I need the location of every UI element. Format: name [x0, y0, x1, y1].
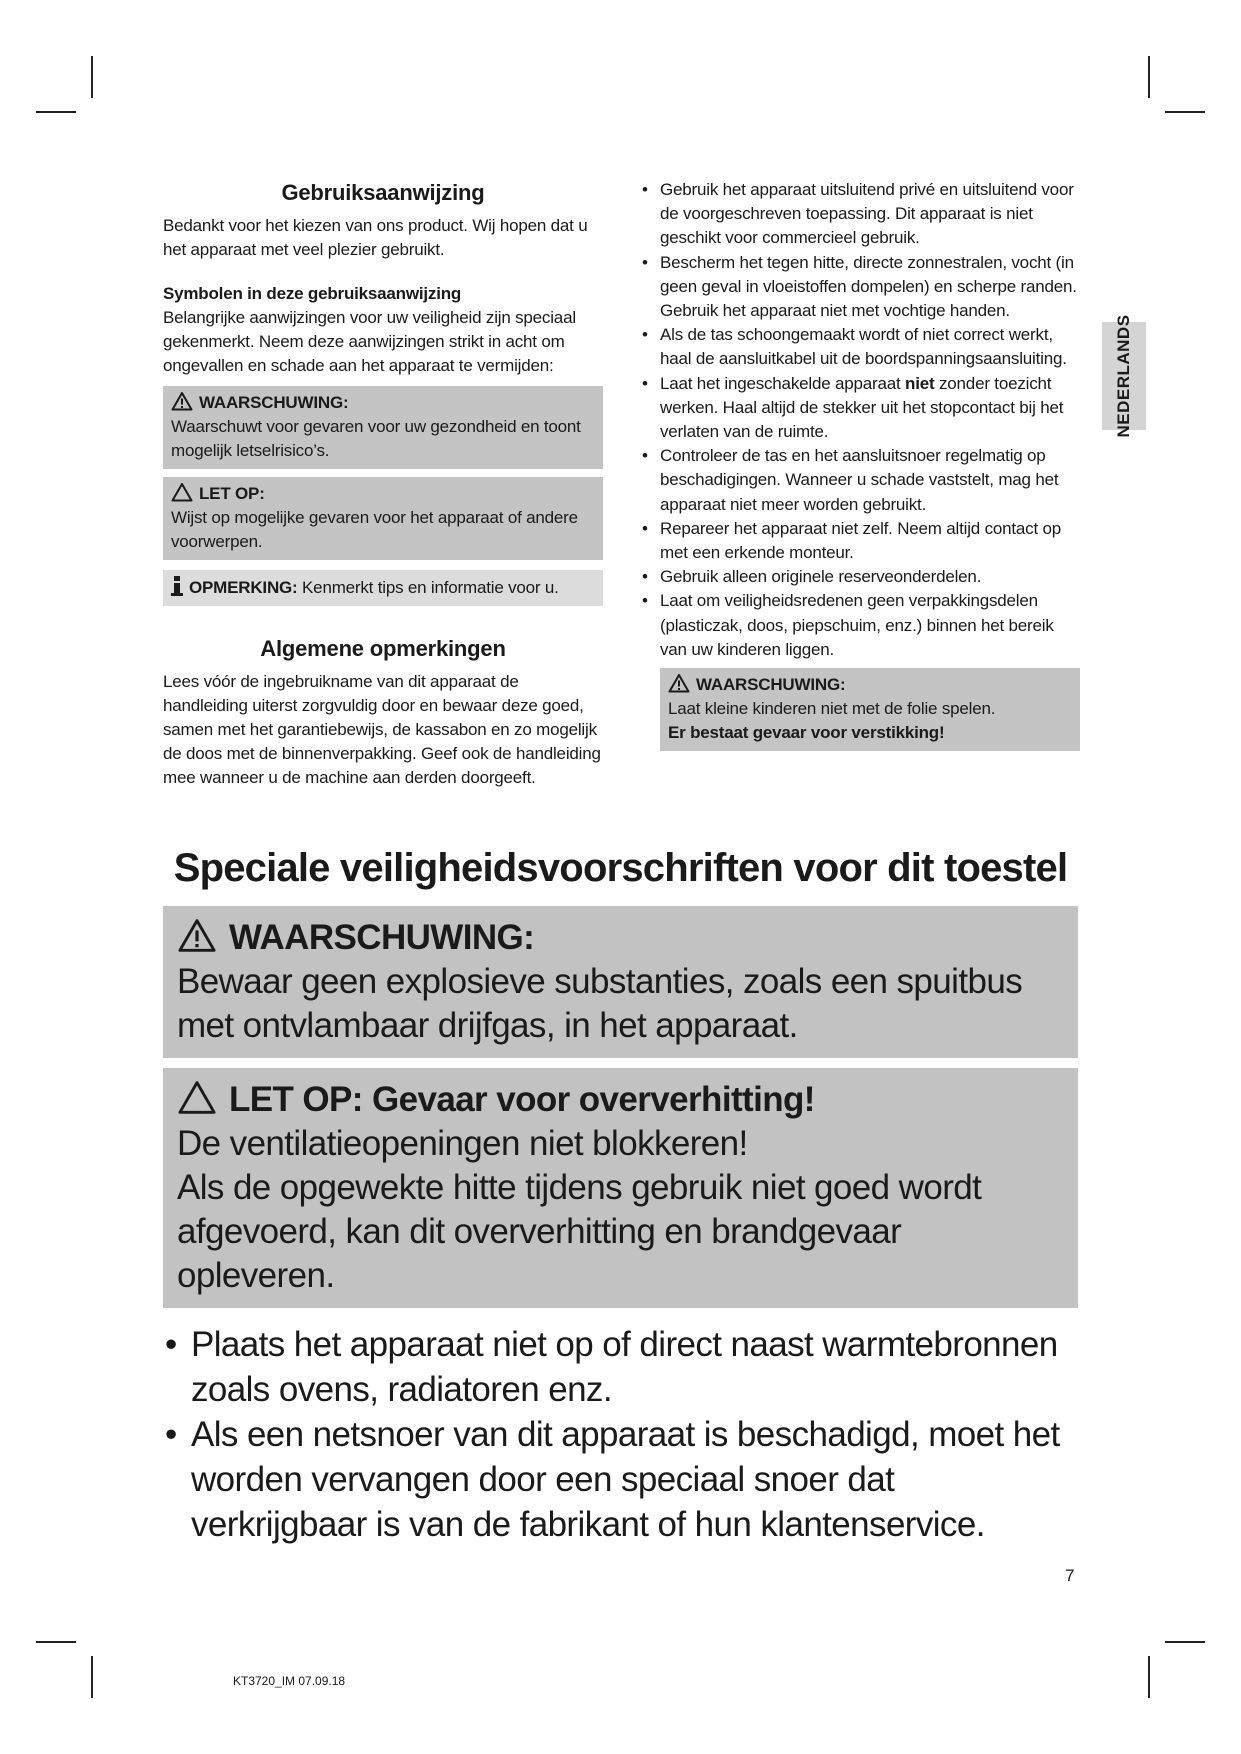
left-column: [163, 178, 603, 790]
caution-triangle-icon: [177, 1079, 217, 1115]
caution-label: LET OP:: [199, 484, 265, 503]
safety-list: [640, 178, 1080, 662]
crop-mark: [91, 1656, 93, 1698]
crop-mark: [1165, 111, 1205, 113]
list-item: • Bescherm het tegen hitte, directe zonnestralen, vocht (in geen geval in vloeistoffen dompelen) en scherpe randen. Gebruik het apparaat niet met vochtige handen.: [640, 251, 1080, 324]
list-item: • Laat om veiligheidsredenen geen verpakkingsdelen (plasticzak, doos, piepschuim, enz.) binnen het bereik van uw kinderen liggen.: [640, 589, 1080, 662]
warning-box: [163, 386, 603, 469]
crop-mark: [91, 56, 93, 98]
special-list: [163, 1322, 1078, 1547]
list-item-emphasis: niet: [905, 373, 935, 393]
list-item: • Gebruik het apparaat uitsluitend privé en uitsluitend voor de voorgeschreven toepassing. Dit apparaat is niet geschikt voor commercieel gebruik.: [640, 178, 1080, 251]
caution-label: LET OP: Gevaar voor oververhitting!: [229, 1080, 815, 1119]
warning-triangle-icon: [177, 917, 217, 953]
caution-line-1: De ventilatieopeningen niet blokkeren!: [177, 1124, 748, 1163]
language-label: NEDERLANDS: [1114, 314, 1133, 438]
caution-triangle-icon: [171, 482, 193, 502]
manual-title: Gebruiksaanwijzing: [281, 180, 485, 205]
note-box: [163, 570, 603, 606]
list-item-text: Laat het ingeschakelde apparaat: [660, 373, 901, 393]
warning-text: Waarschuwt voor gevaren voor uw gezondheid en toont mogelijk letselrisico’s.: [171, 417, 581, 460]
warning-text: Bewaar geen explosieve substanties, zoals een spuitbus met ontvlambaar drijfgas, in het apparaat.: [177, 962, 1023, 1045]
crop-mark: [1148, 1656, 1150, 1698]
crop-mark: [36, 111, 76, 113]
special-safety-section: [163, 840, 1078, 1547]
note-label: OPMERKING:: [189, 578, 298, 597]
warning-label: WAARSCHUWING:: [229, 918, 535, 957]
special-title: Speciale veiligheidsvoorschriften voor dit toestel: [173, 846, 1068, 890]
symbols-text: Belangrijke aanwijzingen voor uw veiligheid zijn speciaal gekenmerkt. Neem deze aanwijzingen strikt in acht om ongevallen en schade aan het apparaat te vermijden:: [163, 308, 576, 375]
note-text: Kenmerkt tips en informatie voor u.: [302, 578, 559, 597]
list-item: • Als een netsnoer van dit apparaat is beschadigd, moet het worden vervangen door een speciaal snoer dat verkrijgbaar is van de fabrikant of hun klantenservice.: [163, 1412, 1078, 1547]
right-column: [640, 178, 1080, 751]
crop-mark: [36, 1641, 76, 1643]
list-item: • Plaats het apparaat niet op of direct naast warmtebronnen zoals ovens, radiatoren enz.: [163, 1322, 1078, 1412]
list-item: • Als de tas schoongemaakt wordt of niet correct werkt, haal de aansluitkabel uit de boordspanningsaansluiting.: [640, 323, 1080, 371]
crop-mark: [1165, 1641, 1205, 1643]
symbols-heading: Symbolen in deze gebruiksaanwijzing: [163, 284, 462, 303]
page-number: 7: [1065, 1566, 1075, 1585]
general-text: Lees vóór de ingebruikname van dit apparaat de handleiding uiterst zorgvuldig door en bewaar deze goed, samen met het garantiebewijs, de kassabon en zo mogelijk de doos met de binnenverpakking. Geef ook de handleiding mee wanneer u de machine aan derden doorgeeft.: [163, 672, 601, 787]
warning-label: WAARSCHUWING:: [696, 675, 846, 695]
intro-text: Bedankt voor het kiezen van ons product. Wij hopen dat u het apparaat met veel plezier gebruikt.: [163, 216, 588, 259]
crop-mark: [1148, 56, 1150, 98]
list-item: • Repareer het apparaat niet zelf. Neem altijd contact op met een erkende monteur.: [640, 517, 1080, 565]
general-title: Algemene opmerkingen: [260, 636, 506, 661]
suffocation-warning-box: [660, 668, 1080, 751]
warning-triangle-icon: [171, 391, 193, 411]
language-tab: [1102, 314, 1146, 438]
warning-triangle-icon: [668, 673, 690, 693]
warning-emphasis: Er bestaat gevaar voor verstikking!: [668, 723, 945, 743]
caution-line-2: Als de opgewekte hitte tijdens gebruik niet goed wordt afgevoerd, kan dit oververhitting en brandgevaar opleveren.: [177, 1168, 982, 1295]
list-item: • Gebruik alleen originele reserveonderdelen.: [640, 565, 1080, 589]
list-item: [640, 372, 1080, 445]
overheating-caution-box: [163, 1068, 1078, 1308]
list-item: • Controleer de tas en het aansluitsnoer regelmatig op beschadigingen. Wanneer u schade vaststelt, mag het apparaat niet meer worden gebruikt.: [640, 444, 1080, 517]
list-item-text: zonder toezicht werken. Haal altijd de stekker uit het stopcontact bij het verlaten van de ruimte.: [660, 373, 1064, 442]
explosive-warning-box: [163, 906, 1078, 1058]
warning-label: WAARSCHUWING:: [199, 393, 349, 412]
warning-text: Laat kleine kinderen niet met de folie spelen.: [668, 699, 996, 719]
info-icon: [171, 576, 183, 596]
caution-text: Wijst op mogelijke gevaren voor het apparaat of andere voorwerpen.: [171, 508, 578, 551]
footer-code: KT3720_IM 07.09.18: [233, 1674, 346, 1688]
caution-box: [163, 477, 603, 560]
